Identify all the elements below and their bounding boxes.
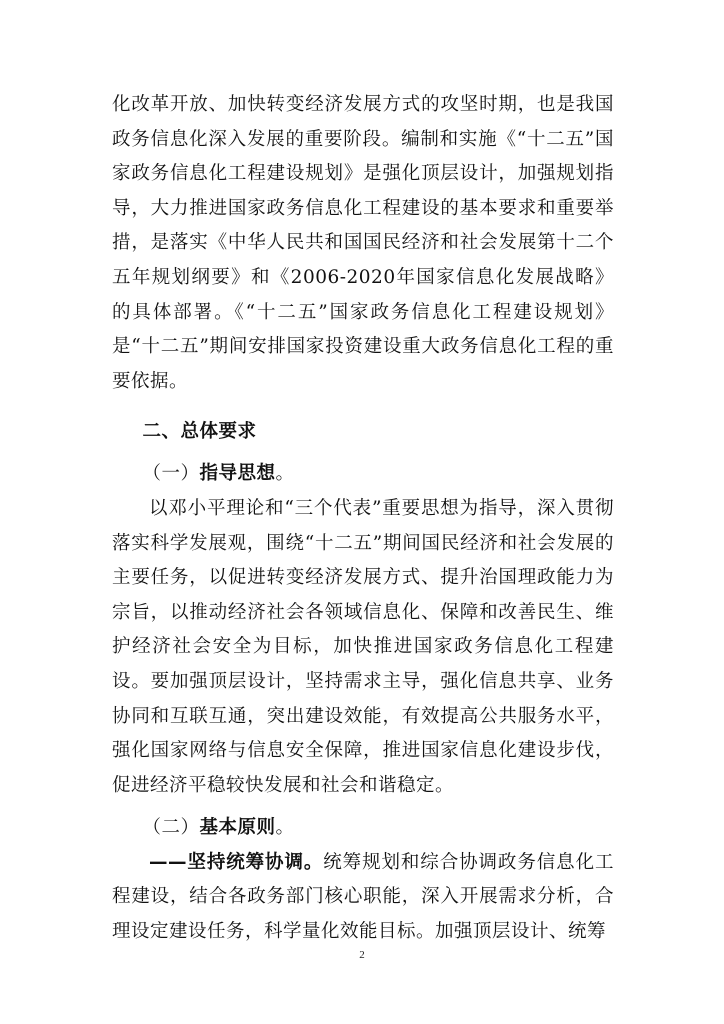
subsection-prefix: （二） [142,817,200,839]
subsection-spacer [112,803,614,811]
page-number: 2 [359,949,365,961]
guiding-paragraph: 以邓小平理论和“三个代表”重要思想为指导，深入贯彻落实科学发展观，围绕“十二五”期间国民经济和社会发展的主要任务，以促进转变经济发展方式、提升治国理政能力为宗旨，以推动经济社会各领域信息化、保障和改善民生、维护经济社会安全为目标，加快推进国家政务信息化工程建设。要加强顶层设计，坚持需求主导，强化信息共享、业务协同和互联互通，突出建设效能，有效提高公共服务水平，强化国家网络与信息安全保障，推进国家信息化建设步伐，促进经济平稳较快发展和社会和谐稳定。 [112,497,614,796]
intro-paragraph: 化改革开放、加快转变经济发展方式的攻坚时期，也是我国政务信息化深入发展的重要阶段。编制和实施《“十二五”国家政务信息化工程建设规划》是强化顶层设计，加强规划指导，大力推进国家政务信息化工程建设的基本要求和重要举措，是落实《中华人民共和国国民经济和社会发展第十二个五年规划纲要》和《2006-2020年国家信息化发展战略》的具体部署。《“十二五”国家政务信息化工程建设规划》是“十二五”期间安排国家投资建设重大政务信息化工程的重要依据。 [112,94,614,392]
principle-paragraph [112,846,614,950]
subsection-prefix: （一） [142,463,200,485]
section-spacer [112,399,614,407]
subsection-suffix: 。 [275,463,295,485]
subsection-title: 指导思想 [199,463,276,485]
section-heading: 二、总体要求 [142,421,257,443]
principle-body: 统筹规划和综合协调政务信息化工程建设，结合各政务部门核心职能，深入开展需求分析，合理设定建设任务，科学量化效能目标。加强顶层设计、统筹 [112,851,614,943]
subsection-title: 基本原则 [199,817,276,839]
subsection-heading-guiding [112,457,614,492]
principle-lead: ——坚持统筹协调。 [149,851,324,873]
document-page [112,88,614,950]
subsection-suffix: 。 [275,817,295,839]
subsection-heading-principles [112,811,614,846]
